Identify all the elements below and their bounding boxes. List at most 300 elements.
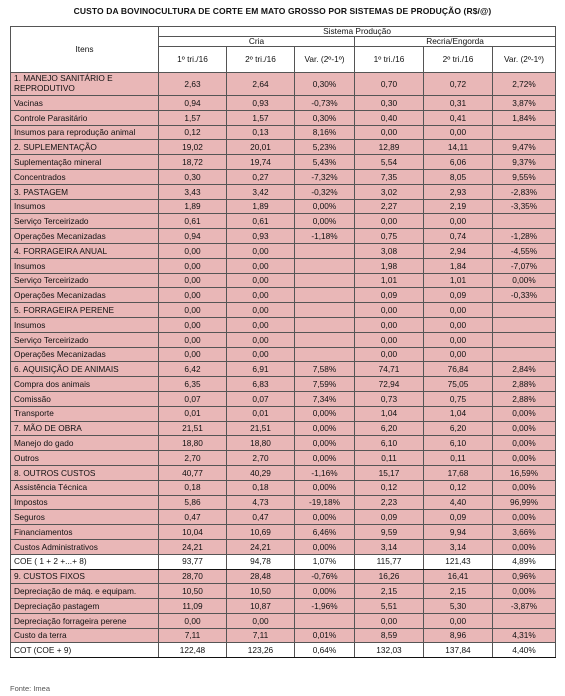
row-label: Assistência Técnica	[11, 480, 159, 495]
table-cell: 3,87%	[493, 96, 556, 111]
table-row	[11, 391, 556, 406]
row-label: Serviço Terceirizado	[11, 214, 159, 229]
table-cell: 40,29	[227, 465, 295, 480]
row-label: Insumos	[11, 258, 159, 273]
table-cell: 5,23%	[295, 140, 355, 155]
row-label: Financiamentos	[11, 525, 159, 540]
table-cell: 0,30%	[295, 73, 355, 96]
table-cell: 0,00	[159, 317, 227, 332]
table-cell: 6,20	[355, 421, 424, 436]
table-cell: -0,76%	[295, 569, 355, 584]
table-cell: 9,37%	[493, 155, 556, 170]
table-cell: 10,04	[159, 525, 227, 540]
table-cell: 7,34%	[295, 391, 355, 406]
table-cell: 10,69	[227, 525, 295, 540]
table-cell: 75,05	[424, 377, 493, 392]
row-label: Operações Mecanizadas	[11, 347, 159, 362]
table-cell: 1,04	[355, 406, 424, 421]
table-cell: 3,14	[424, 539, 493, 554]
table-row	[11, 599, 556, 614]
table-cell: 15,17	[355, 465, 424, 480]
table-cell	[295, 243, 355, 258]
table-cell: 0,11	[424, 451, 493, 466]
table-cell: 6,42	[159, 362, 227, 377]
row-label: Outros	[11, 451, 159, 466]
table-cell: 0,00	[159, 332, 227, 347]
row-label: Impostos	[11, 495, 159, 510]
table-cell: 0,00%	[295, 480, 355, 495]
table-cell: -0,32%	[295, 184, 355, 199]
table-cell: 0,93	[227, 229, 295, 244]
table-row	[11, 155, 556, 170]
table-cell: 2,63	[159, 73, 227, 96]
table-cell: 0,47	[227, 510, 295, 525]
table-cell: 8,05	[424, 169, 493, 184]
table-row	[11, 362, 556, 377]
row-label: Vacinas	[11, 96, 159, 111]
table-cell	[493, 317, 556, 332]
header-group-cria: Cria	[159, 37, 355, 47]
row-label: Operações Mecanizadas	[11, 288, 159, 303]
table-cell: -1,96%	[295, 599, 355, 614]
table-row	[11, 495, 556, 510]
table-cell	[493, 347, 556, 362]
table-row	[11, 554, 556, 569]
row-label: Operações Mecanizadas	[11, 229, 159, 244]
table-cell: 0,00	[355, 303, 424, 318]
table-cell: 3,42	[227, 184, 295, 199]
table-row	[11, 243, 556, 258]
table-cell: 24,21	[159, 539, 227, 554]
row-label: 1. MANEJO SANITÁRIO E REPRODUTIVO	[11, 73, 159, 96]
row-label: Controle Parasitário	[11, 110, 159, 125]
table-cell: 3,66%	[493, 525, 556, 540]
table-cell: 0,00	[159, 347, 227, 362]
table-row	[11, 436, 556, 451]
table-cell: 0,18	[159, 480, 227, 495]
table-cell: 4,31%	[493, 628, 556, 643]
table-cell: 0,00	[424, 347, 493, 362]
table-cell: 94,78	[227, 554, 295, 569]
table-cell: 28,48	[227, 569, 295, 584]
table-cell: 12,89	[355, 140, 424, 155]
table-row	[11, 73, 556, 96]
table-cell: 0,00%	[295, 421, 355, 436]
table-row	[11, 303, 556, 318]
table-row	[11, 480, 556, 495]
table-cell: 7,35	[355, 169, 424, 184]
table-row	[11, 169, 556, 184]
table-cell: 9,94	[424, 525, 493, 540]
table-cell: 8,59	[355, 628, 424, 643]
table-cell: 0,00	[355, 214, 424, 229]
table-cell: 28,70	[159, 569, 227, 584]
table-cell: 0,74	[424, 229, 493, 244]
table-cell: 0,00%	[493, 539, 556, 554]
table-row	[11, 332, 556, 347]
table-cell: -0,73%	[295, 96, 355, 111]
table-cell: 2,27	[355, 199, 424, 214]
table-cell: 1,57	[159, 110, 227, 125]
table-cell: 115,77	[355, 554, 424, 569]
table-cell: 6,10	[424, 436, 493, 451]
table-cell: 0,00	[159, 273, 227, 288]
table-cell: 2,70	[159, 451, 227, 466]
table-cell: 2,19	[424, 199, 493, 214]
table-cell: 2,93	[424, 184, 493, 199]
table-cell: 6,06	[424, 155, 493, 170]
table-row	[11, 229, 556, 244]
table-cell: 24,21	[227, 539, 295, 554]
table-cell: 6,20	[424, 421, 493, 436]
table-cell: 0,94	[159, 96, 227, 111]
row-label: Custo da terra	[11, 628, 159, 643]
table-row	[11, 569, 556, 584]
table-cell: 132,03	[355, 643, 424, 658]
table-row	[11, 125, 556, 140]
row-label: 9. CUSTOS FIXOS	[11, 569, 159, 584]
table-cell: 16,59%	[493, 465, 556, 480]
table-cell: 7,11	[227, 628, 295, 643]
row-label: COT (COE + 9)	[11, 643, 159, 658]
table-cell	[295, 303, 355, 318]
table-cell: 0,93	[227, 96, 295, 111]
table-cell: 0,00%	[295, 406, 355, 421]
table-cell: 9,59	[355, 525, 424, 540]
table-row	[11, 140, 556, 155]
table-cell: 19,02	[159, 140, 227, 155]
table-cell: 93,77	[159, 554, 227, 569]
table-cell	[493, 332, 556, 347]
row-label: Serviço Terceirizado	[11, 273, 159, 288]
row-label: 6. AQUISIÇÃO DE ANIMAIS	[11, 362, 159, 377]
table-cell: 0,00	[227, 243, 295, 258]
table-cell: 0,30	[159, 169, 227, 184]
table-cell: 2,84%	[493, 362, 556, 377]
table-cell: 0,00	[159, 258, 227, 273]
table-cell: 5,51	[355, 599, 424, 614]
table-cell: 0,61	[159, 214, 227, 229]
table-cell: 2,72%	[493, 73, 556, 96]
table-cell: 1,98	[355, 258, 424, 273]
table-cell: 11,09	[159, 599, 227, 614]
table-cell: 0,18	[227, 480, 295, 495]
table-cell: 2,64	[227, 73, 295, 96]
col-header: 2º tri./16	[227, 47, 295, 73]
table-cell: 2,23	[355, 495, 424, 510]
table-cell: 0,00	[159, 303, 227, 318]
table-cell: 0,00	[159, 613, 227, 628]
table-cell: 0,07	[227, 391, 295, 406]
table-cell	[295, 317, 355, 332]
table-row	[11, 643, 556, 658]
col-header: 2º tri./16	[424, 47, 493, 73]
table-cell: 0,00	[227, 258, 295, 273]
table-cell: 2,88%	[493, 377, 556, 392]
table-cell: 0,09	[424, 510, 493, 525]
table-cell: 5,30	[424, 599, 493, 614]
row-label: Compra dos animais	[11, 377, 159, 392]
table-cell: 10,50	[227, 584, 295, 599]
table-cell: 3,43	[159, 184, 227, 199]
table-cell: 0,12	[355, 480, 424, 495]
table-row	[11, 317, 556, 332]
table-cell: 16,26	[355, 569, 424, 584]
table-row	[11, 613, 556, 628]
row-label: Seguros	[11, 510, 159, 525]
table-cell: 0,00	[227, 317, 295, 332]
row-label: Transporte	[11, 406, 159, 421]
table-cell	[295, 347, 355, 362]
table-cell: -0,33%	[493, 288, 556, 303]
header-itens: Itens	[11, 27, 159, 73]
table-cell: 0,11	[355, 451, 424, 466]
table-cell: -1,18%	[295, 229, 355, 244]
table-cell: 4,40	[424, 495, 493, 510]
table-cell: 0,00	[227, 613, 295, 628]
table-cell: 6,35	[159, 377, 227, 392]
table-cell: 0,00	[227, 273, 295, 288]
table-cell: 76,84	[424, 362, 493, 377]
col-header: Var. (2º-1º)	[295, 47, 355, 73]
table-cell: 4,89%	[493, 554, 556, 569]
table-row	[11, 377, 556, 392]
table-cell: 6,91	[227, 362, 295, 377]
table-cell: 0,00%	[493, 421, 556, 436]
table-cell: 1,89	[159, 199, 227, 214]
table-cell: 0,40	[355, 110, 424, 125]
table-cell: 0,00	[355, 347, 424, 362]
row-label: Suplementação mineral	[11, 155, 159, 170]
table-cell: -19,18%	[295, 495, 355, 510]
table-row	[11, 406, 556, 421]
table-cell	[295, 613, 355, 628]
table-cell: 2,15	[424, 584, 493, 599]
table-row	[11, 288, 556, 303]
table-cell: -7,32%	[295, 169, 355, 184]
table-cell: 6,10	[355, 436, 424, 451]
table-cell: 0,00%	[493, 510, 556, 525]
table-cell: 0,00	[355, 332, 424, 347]
table-cell: 1,07%	[295, 554, 355, 569]
table-cell: 137,84	[424, 643, 493, 658]
table-cell: 2,94	[424, 243, 493, 258]
source-note: Fonte: Imea	[10, 684, 51, 693]
table-cell: 0,01	[159, 406, 227, 421]
table-cell: 0,00%	[295, 214, 355, 229]
table-cell: 96,99%	[493, 495, 556, 510]
table-cell: 4,40%	[493, 643, 556, 658]
table-cell: 0,00	[159, 243, 227, 258]
table-cell: 0,75	[424, 391, 493, 406]
table-cell	[493, 303, 556, 318]
row-label: 2. SUPLEMENTAÇÃO	[11, 140, 159, 155]
table-cell: 0,47	[159, 510, 227, 525]
table-cell: 6,83	[227, 377, 295, 392]
table-cell: 5,86	[159, 495, 227, 510]
table-cell: 0,00	[424, 332, 493, 347]
table-cell: -1,16%	[295, 465, 355, 480]
table-cell: 21,51	[159, 421, 227, 436]
table-cell: 0,00%	[295, 436, 355, 451]
table-cell: 2,70	[227, 451, 295, 466]
table-row	[11, 184, 556, 199]
row-label: Comissão	[11, 391, 159, 406]
table-row	[11, 421, 556, 436]
table-row	[11, 347, 556, 362]
row-label: Depreciação pastagem	[11, 599, 159, 614]
table-cell: 8,96	[424, 628, 493, 643]
table-cell: 2,88%	[493, 391, 556, 406]
table-cell: 123,26	[227, 643, 295, 658]
table-cell	[493, 214, 556, 229]
table-cell: 0,00%	[493, 584, 556, 599]
table-cell: 7,11	[159, 628, 227, 643]
table-cell: 0,00	[159, 288, 227, 303]
row-label: 8. OUTROS CUSTOS	[11, 465, 159, 480]
table-cell: 0,31	[424, 96, 493, 111]
table-cell: 7,58%	[295, 362, 355, 377]
table-cell: 0,00%	[493, 406, 556, 421]
table-cell: 3,14	[355, 539, 424, 554]
table-cell: 2,15	[355, 584, 424, 599]
table-row	[11, 465, 556, 480]
table-cell: 0,61	[227, 214, 295, 229]
table-cell: 1,57	[227, 110, 295, 125]
table-cell: 0,00%	[493, 480, 556, 495]
table-cell: 0,00%	[295, 451, 355, 466]
table-row	[11, 510, 556, 525]
table-cell: -4,55%	[493, 243, 556, 258]
table-cell: 0,00%	[295, 199, 355, 214]
table-cell	[295, 332, 355, 347]
table-cell: 40,77	[159, 465, 227, 480]
table-cell: 0,00%	[295, 510, 355, 525]
table-cell: 0,12	[159, 125, 227, 140]
table-cell: 0,72	[424, 73, 493, 96]
table-cell: -3,87%	[493, 599, 556, 614]
table-row	[11, 584, 556, 599]
table-cell: 0,27	[227, 169, 295, 184]
table-cell: 0,13	[227, 125, 295, 140]
table-row	[11, 96, 556, 111]
table-cell: 1,04	[424, 406, 493, 421]
table-cell: -1,28%	[493, 229, 556, 244]
table-cell	[493, 613, 556, 628]
table-cell: 0,00	[424, 303, 493, 318]
table-row	[11, 628, 556, 643]
row-label: Insumos	[11, 317, 159, 332]
row-label: Custos Administrativos	[11, 539, 159, 554]
table-cell: 1,01	[424, 273, 493, 288]
table-cell: 0,30%	[295, 110, 355, 125]
table-cell: 4,73	[227, 495, 295, 510]
table-row	[11, 539, 556, 554]
table-cell: 3,02	[355, 184, 424, 199]
table-cell: 1,89	[227, 199, 295, 214]
table-cell	[295, 258, 355, 273]
table-cell: 16,41	[424, 569, 493, 584]
table-cell: 1,84	[424, 258, 493, 273]
row-label: 4. FORRAGEIRA ANUAL	[11, 243, 159, 258]
table-cell: 6,46%	[295, 525, 355, 540]
table-cell: 5,54	[355, 155, 424, 170]
table-cell	[295, 288, 355, 303]
table-cell: 0,00	[227, 347, 295, 362]
table-cell: 20,01	[227, 140, 295, 155]
table-cell: 0,09	[355, 510, 424, 525]
table-cell: 19,74	[227, 155, 295, 170]
table-cell: 21,51	[227, 421, 295, 436]
table-cell: 18,72	[159, 155, 227, 170]
table-cell: 1,84%	[493, 110, 556, 125]
table-cell: 10,50	[159, 584, 227, 599]
table-cell: 5,43%	[295, 155, 355, 170]
row-label: Insumos	[11, 199, 159, 214]
table-cell: 0,01%	[295, 628, 355, 643]
table-cell: -2,83%	[493, 184, 556, 199]
table-cell: 0,00%	[493, 451, 556, 466]
table-cell: 0,41	[424, 110, 493, 125]
table-cell: 0,94	[159, 229, 227, 244]
table-cell: 0,00	[424, 317, 493, 332]
table-cell: 9,47%	[493, 140, 556, 155]
table-cell: 72,94	[355, 377, 424, 392]
row-label: COE ( 1 + 2 +...+ 8)	[11, 554, 159, 569]
table-cell: -7,07%	[493, 258, 556, 273]
table-cell: 0,73	[355, 391, 424, 406]
table-cell: 0,70	[355, 73, 424, 96]
table-row	[11, 214, 556, 229]
table-title: CUSTO DA BOVINOCULTURA DE CORTE EM MATO GROSSO POR SISTEMAS DE PRODUÇÃO (R$/@)	[73, 6, 492, 16]
row-label: 5. FORRAGEIRA PERENE	[11, 303, 159, 318]
table-row	[11, 258, 556, 273]
table-cell: 0,96%	[493, 569, 556, 584]
table-cell: 0,00	[424, 125, 493, 140]
table-cell: 0,00	[227, 332, 295, 347]
table-cell: 0,00%	[295, 584, 355, 599]
header-sistema: Sistema Produção	[159, 27, 556, 37]
table-cell: 8,16%	[295, 125, 355, 140]
table-cell: 0,00	[227, 303, 295, 318]
table-body	[11, 73, 556, 658]
table-cell: 17,68	[424, 465, 493, 480]
table-cell: 3,08	[355, 243, 424, 258]
table-row	[11, 110, 556, 125]
table-cell: 0,64%	[295, 643, 355, 658]
table-row	[11, 451, 556, 466]
row-label: Serviço Terceirizado	[11, 332, 159, 347]
table-cell: 0,12	[424, 480, 493, 495]
table-row	[11, 273, 556, 288]
table-cell: 0,07	[159, 391, 227, 406]
table-cell: 0,01	[227, 406, 295, 421]
table-cell: 0,00	[424, 613, 493, 628]
table-cell: 0,75	[355, 229, 424, 244]
col-header: Var. (2º-1º)	[493, 47, 556, 73]
row-label: Manejo do gado	[11, 436, 159, 451]
table-cell: 0,09	[355, 288, 424, 303]
table-cell	[493, 125, 556, 140]
table-row	[11, 525, 556, 540]
table-cell: 0,00	[227, 288, 295, 303]
row-label: 7. MÃO DE OBRA	[11, 421, 159, 436]
table-cell: 0,00%	[493, 273, 556, 288]
table-cell: 0,00	[355, 613, 424, 628]
row-label: Insumos para reprodução animal	[11, 125, 159, 140]
table-cell: 122,48	[159, 643, 227, 658]
row-label: 3. PASTAGEM	[11, 184, 159, 199]
